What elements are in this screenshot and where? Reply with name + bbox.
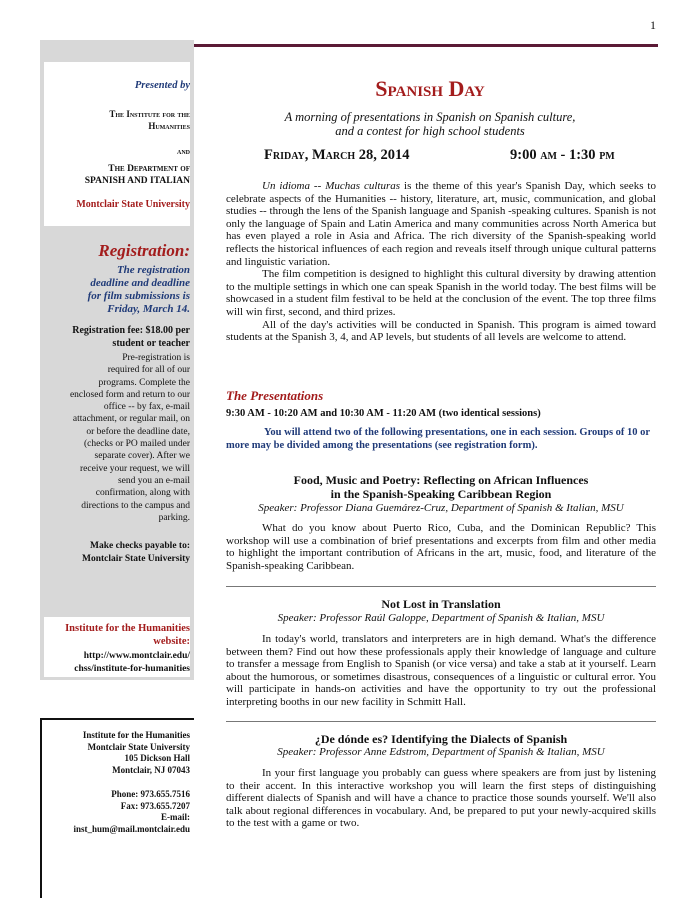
event-time [510,147,615,164]
deadline-line: Friday, March 14. [107,303,190,315]
intro-paragraph: The film competition is designed to highlight this cultural diversity by drawing attention to the multiple settings in which one can speak Spanish in the world today. The best films will be showcased in a student film festival to be held at the conclusion of the event. The top three films will win first, second, and third prizes. [226,268,656,318]
address-top-rule [40,718,194,720]
time-end: - 1:30 [556,147,600,163]
and-label: and [177,147,190,156]
workshop-title-line: in the Spanish-Speaking Caribbean Region [330,487,552,501]
website-url-link[interactable] [44,650,190,675]
deadline-line: deadline and deadline [90,277,190,289]
time-am: am [540,147,557,163]
intro-paragraph [226,180,656,268]
address-line: Montclair, NJ 07043 [112,764,190,775]
website-url-line[interactable]: http://www.montclair.edu/ [83,651,190,661]
registration-deadline [44,264,190,316]
page-title: Spanish Day [375,76,485,101]
prereg-line: programs. Complete the [98,377,190,388]
institute-line: The Institute for the [109,109,190,119]
website-title [44,622,190,648]
address-line: Institute for the Humanities [82,730,190,740]
workshop-description [226,633,656,709]
top-rule [188,44,658,47]
workshop-title-line: Food, Music and Poetry: Reflecting on African Influences [293,473,589,487]
prereg-line: confirmation, along with [95,488,190,499]
time-start: 9:00 [510,147,541,163]
workshop-title [226,473,656,501]
preregistration-text [44,352,190,524]
prereg-line: office -- by fax, e-mail [103,402,190,413]
subtitle-line: and a contest for high school students [335,124,525,138]
fax-number: Fax: 973.655.7207 [120,800,190,811]
attend-note: You will attend two of the following presentations, one in each session. Groups of 10 or more may be divided among the presentations (see registration form). [226,427,650,451]
intro-text [226,180,656,344]
mailing-address [44,730,190,776]
intro-sentence: is the theme of this year's Spanish Day, which seeks to celebrate aspects of the Humanities -- history, literature, art, music, communication, and global studies -- through the lens of the Spanish language and Spanish -speaking cultures. Spanish is not only the language of Spain and Latin America and many communities across North America but has even played a role in Asia and Africa. The rich diversity of the Spanish-speaking world reflects the historical influences of each region and reveals itself through unique cultural patterns and linguistic variation. [226,180,656,268]
department-name [44,163,190,187]
presented-by: Presented by [134,80,190,91]
workshop-title-line: ¿De dónde es? Identifying the Dialects of Spanish [314,732,568,746]
registration-fee [44,325,190,350]
address-left-rule [40,718,42,898]
workshop-speaker: Speaker: Professor Raúl Galoppe, Department of Spanish & Italian, MSU [277,612,605,624]
page-subtitle [210,110,650,138]
prereg-line: receive your request, we will [80,463,190,474]
website-title-line: website: [153,636,190,647]
workshop-paragraph: What do you know about Puerto Rico, Cuba, and the Dominican Republic? This workshop will use a combination of brief presentations and excerpts from film and other media to highlight the important contribution of Africans in the art, music, food, and literature of the Spanish-speaking Caribbean. [226,522,656,572]
workshop-title [226,597,656,611]
phone-number: Phone: 973.655.7516 [111,789,190,799]
prereg-line: parking. [158,512,190,523]
subtitle-line: A morning of presentations in Spanish on Spanish culture, [284,110,576,124]
checks-line: Make checks payable to: [89,541,190,551]
workshop-paragraph: In today's world, translators and interpreters are in high demand. What's the difference between them? Find out how these professionals apply their knowledge of language and culture to transfer a message from English to Spanish (or vice versa) and take a stab at it yourself. Learn about the humorous, or sometimes disastrous, consequences of a linguistic or cultural error. You will participate in hands-on activities and have the opportunity to try out the professional interpreting booths in our new facility in Schmitt Hall. [226,633,656,708]
fee-line: student or teacher [112,337,190,349]
website-title-line: Institute for the Humanities [65,623,190,634]
workshop-description [226,522,656,572]
theme-name: Un idioma -- Muchas culturas [262,180,401,192]
prereg-line: attachment, or regular mail, on [72,414,190,425]
email-label: E-mail: [161,812,190,822]
email-address-link[interactable]: inst_hum@mail.montclair.edu [73,823,190,834]
university-name: Montclair State University [76,199,190,210]
fee-line: Registration fee: $18.00 per [72,325,190,336]
registration-title: Registration: [98,241,190,260]
workshop-divider [226,586,656,587]
page-number: 1 [650,18,656,32]
workshop-title [226,732,656,746]
prereg-line: enclosed form and return to our [69,389,190,400]
prereg-line: send you an e-mail [117,475,190,486]
session-times: 9:30 AM - 10:20 AM and 10:30 AM - 11:20 AM (two identical sessions) [226,408,541,419]
prereg-line: required for all of our [107,365,190,376]
workshop-description [226,767,656,830]
website-url-line[interactable]: chss/institute-for-humanities [74,663,190,674]
deadline-line: The registration [116,264,190,276]
presentations-heading: The Presentations [226,388,324,403]
address-line: 105 Dickson Hall [124,753,190,763]
address-line: Montclair State University [87,741,190,752]
prereg-line: Pre-registration is [122,353,190,363]
intro-paragraph: All of the day's activities will be conducted in Spanish. This program is aimed toward students at the Spanish 3, 4, and AP levels, but students of all levels are welcome to attend. [226,318,656,344]
time-pm: pm [599,147,615,163]
checks-payable [44,540,190,565]
prereg-line: or before the deadline date, [86,426,190,437]
institute-line: Humanities [148,121,190,131]
department-line: The Department of [108,164,190,174]
prereg-line: (checks or PO mailed under [83,439,190,450]
deadline-line: for film submissions is [87,290,190,302]
event-date: Friday, March 28, 2014 [264,147,410,163]
prereg-line: separate cover). After we [94,451,190,462]
workshop-title-line: Not Lost in Translation [381,597,501,611]
workshop-paragraph: In your first language you probably can guess where speakers are from just by listening to their accent. In this interactive workshop you will learn the first steps of distinguishing different dialects of Spanish and will have a chance to practice those sounds yourself. We'll also talk about regional differences in vocabulary. And, be prepared to put your newly-acquired skills to the test with a game or two. [226,767,656,830]
workshop-speaker: Speaker: Professor Anne Edstrom, Department of Spanish & Italian, MSU [277,746,605,758]
department-line: SPANISH AND ITALIAN [84,176,190,186]
prereg-line: directions to the campus and [81,500,190,511]
contact-info [44,789,190,835]
institute-name [44,108,190,132]
checks-line: Montclair State University [82,553,190,564]
workshop-divider [226,721,656,722]
workshop-speaker: Speaker: Professor Diana Guemárez-Cruz, Department of Spanish & Italian, MSU [258,502,624,514]
